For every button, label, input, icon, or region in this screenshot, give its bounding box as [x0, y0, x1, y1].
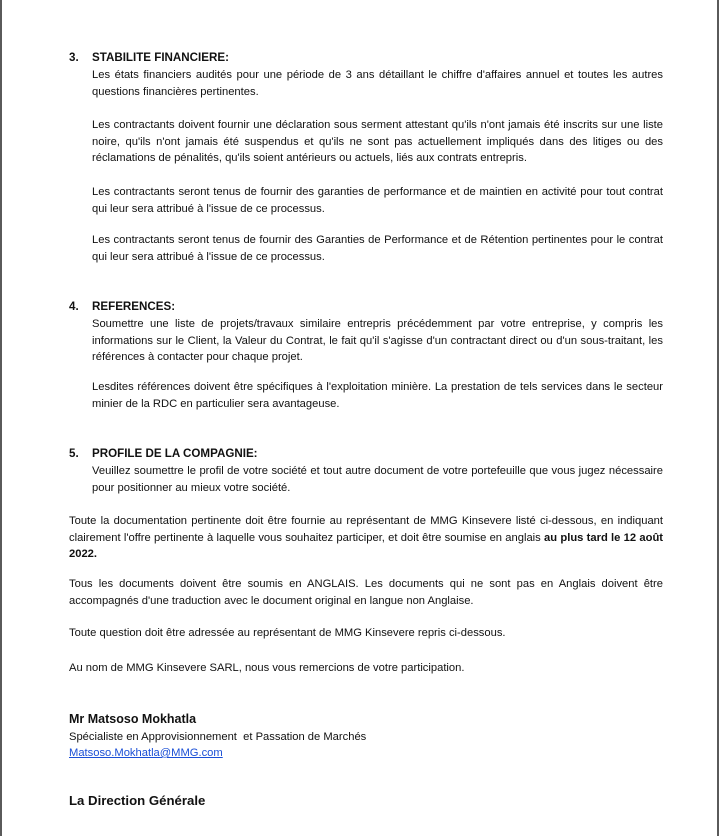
section-4-number: 4. — [69, 300, 79, 313]
signatory-email-link[interactable]: Matsoso.Mokhatla@MMG.com — [69, 747, 223, 759]
documentation-text: Toute la documentation pertinente doit être fournie au représentant de MMG Kinsevere listé ci-dessous, en indiquant clairement l'offre pertinente à laquelle vous souhaitez participer, et doit être soumise en anglais — [69, 515, 663, 544]
signatory-name: Mr Matsoso Mokhatla — [69, 712, 197, 726]
section-3-paragraph-2: Les contractants doivent fournir une déclaration sous serment attestant qu'ils n'ont jamais été inscrits sur une liste noire, qu'ils n'ont jamais été suspendus et qu'ils ne sont pas actuellement impliqués dans des litiges ou des réclamations de pénalités, qu'ils soient antérieurs ou actuels, liés aux contrats entrepris. — [92, 119, 663, 164]
section-5-title: PROFILE DE LA COMPAGNIE: — [92, 447, 258, 460]
signatory-role: Spécialiste en Approvisionnement et Passation de Marchés — [69, 731, 367, 743]
section-5-paragraph-1: Veuillez soumettre le profil de votre société et tout autre document de votre portefeuille que vous jugez nécessaire pour positionner au mieux votre société. — [92, 465, 663, 494]
closing-signature: La Direction Générale — [69, 793, 206, 808]
section-3-paragraph-1: Les états financiers audités pour une période de 3 ans détaillant le chiffre d'affaires annuel et toutes les autres questions financières pertinentes. — [92, 69, 663, 98]
section-3-paragraph-3: Les contractants seront tenus de fournir des garanties de performance et de maintien en activité pour tout contrat qui leur sera attribué à l'issue de ce processus. — [92, 186, 663, 215]
language-notice: Tous les documents doivent être soumis en ANGLAIS. Les documents qui ne sont pas en Anglais doivent être accompagnés d'une traduction avec le document original en langue non Anglaise. — [69, 578, 663, 607]
section-5-number: 5. — [69, 447, 79, 460]
section-4-paragraph-2: Lesdites références doivent être spécifiques à l'exploitation minière. La prestation de tels services dans le secteur minier de la RDC en particulier sera avantageuse. — [92, 381, 663, 410]
section-3-paragraph-4: Les contractants seront tenus de fournir des Garanties de Performance et de Rétention pertinentes pour le contrat qui leur sera attribué à l'issue de ce processus. — [92, 234, 663, 263]
documentation-deadline: au plus tard le 12 août 2022. — [69, 531, 664, 560]
section-3-title: STABILITE FINANCIERE: — [92, 51, 229, 64]
section-4-paragraph-1: Soumettre une liste de projets/travaux similaire entrepris précédemment par votre entreprise, y compris les informations sur le Client, la Valeur du Contrat, le fait qu'il s'agisse d'un contractant direct ou d'un sous-traitant, les références à contacter pour chaque projet. — [92, 318, 663, 363]
section-4-title: REFERENCES: — [92, 300, 176, 313]
documentation-paragraph — [69, 513, 663, 563]
thanks-text: Au nom de MMG Kinsevere SARL, nous vous remercions de votre participation. — [69, 662, 465, 674]
section-3-number: 3. — [69, 51, 79, 64]
questions-notice: Toute question doit être adressée au représentant de MMG Kinsevere repris ci-dessous. — [69, 627, 506, 639]
